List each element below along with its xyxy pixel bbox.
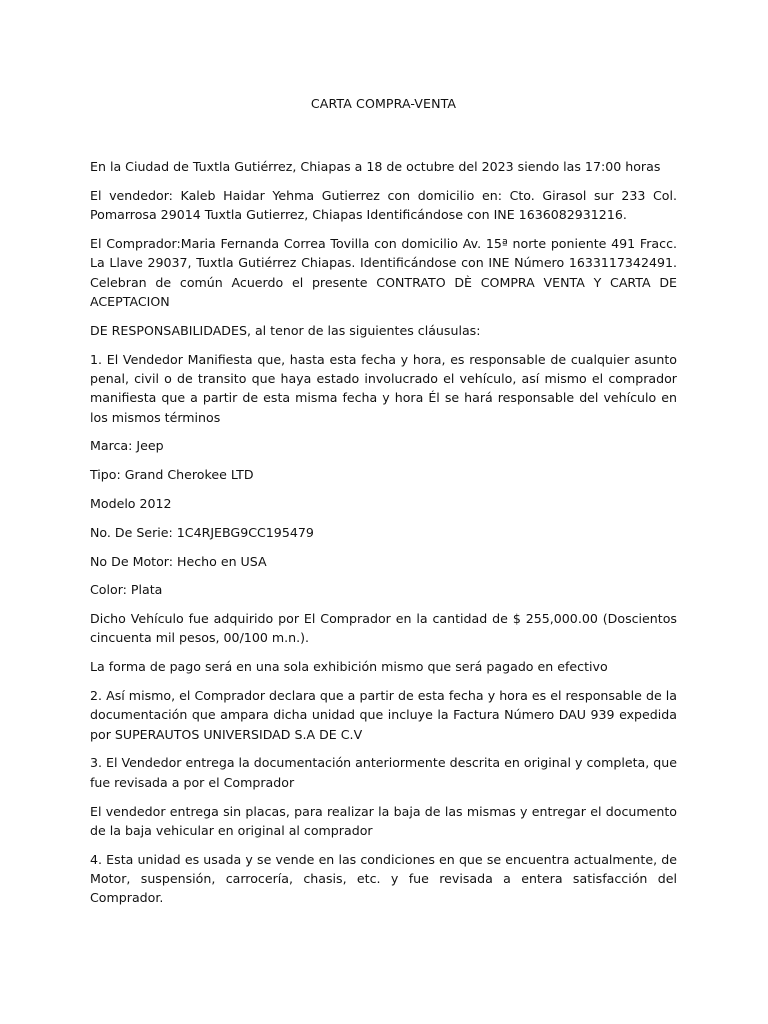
vehicle-type: Tipo: Grand Cherokee LTD	[90, 467, 254, 483]
vehicle-serial: No. De Serie: 1C4RJEBG9CC195479	[90, 524, 314, 540]
paragraph-date-location: En la Ciudad de Tuxtla Gutiérrez, Chiapas a 18 de octubre del 2023 siendo las 17:00 horas	[90, 159, 661, 175]
paragraph-responsibilities-intro: DE RESPONSABILIDADES, al tenor de las siguientes cláusulas:	[90, 322, 481, 338]
vehicle-engine: No De Motor: Hecho en USA	[90, 553, 267, 569]
document-body	[90, 94, 677, 917]
clause-1: 1. El Vendedor Manifiesta que, hasta esta fecha y hora, es responsable de cualquier asunto penal, civil o de transito que haya estado involucrado el vehículo, así mismo el comprador manifiesta que a partir de esta misma fecha y hora Él se hará responsable del vehículo en los mismos términos	[90, 351, 677, 425]
paragraph-payment: La forma de pago será en una sola exhibición mismo que será pagado en efectivo	[90, 659, 608, 675]
paragraph-price: Dicho Vehículo fue adquirido por El Comprador en la cantidad de $ 255,000.00 (Doscientos cincuenta mil pesos, 00/100 m.n.).	[90, 611, 677, 646]
clause-3: 3. El Vendedor entrega la documentación anteriormente descrita en original y completa, que fue revisada a por el Comprador	[90, 755, 677, 790]
paragraph-buyer: El Comprador:Maria Fernanda Correa Tovilla con domicilio Av. 15ª norte poniente 491 Fracc. La Llave 29037, Tuxtla Gutiérrez Chiapas. Identificándose con INE Número 1633117342491. Celebran de común Acuerdo el presente CONTRATO DÈ COMPRA VENTA Y CARTA DE ACEPTACION	[90, 236, 677, 310]
document-title: CARTA COMPRA-VENTA	[310, 96, 457, 111]
clause-4: 4. Esta unidad es usada y se vende en las condiciones en que se encuentra actualmente, de Motor, suspensión, carrocería, chasis, etc. y fue revisada a entera satisfacción del Comprador.	[90, 851, 677, 906]
vehicle-color: Color: Plata	[90, 582, 163, 598]
clause-2: 2. Así mismo, el Comprador declara que a partir de esta fecha y hora es el responsable de la documentación que ampara dicha unidad que incluye la Factura Número DAU 939 expedida por SUPERAUTOS UNIVERSIDAD S.A DE C.V	[90, 688, 677, 742]
paragraph-seller: El vendedor: Kaleb Haidar Yehma Gutierrez con domicilio en: Cto. Girasol sur 233 Col. Pomarrosa 29014 Tuxtla Gutierrez, Chiapas Identificándose con INE 1636082931216.	[90, 188, 677, 223]
vehicle-brand: Marca: Jeep	[90, 438, 164, 454]
paragraph-plates: El vendedor entrega sin placas, para realizar la baja de las mismas y entregar el documento de la baja vehicular en original al comprador	[90, 803, 677, 838]
vehicle-model: Modelo 2012	[90, 495, 172, 511]
